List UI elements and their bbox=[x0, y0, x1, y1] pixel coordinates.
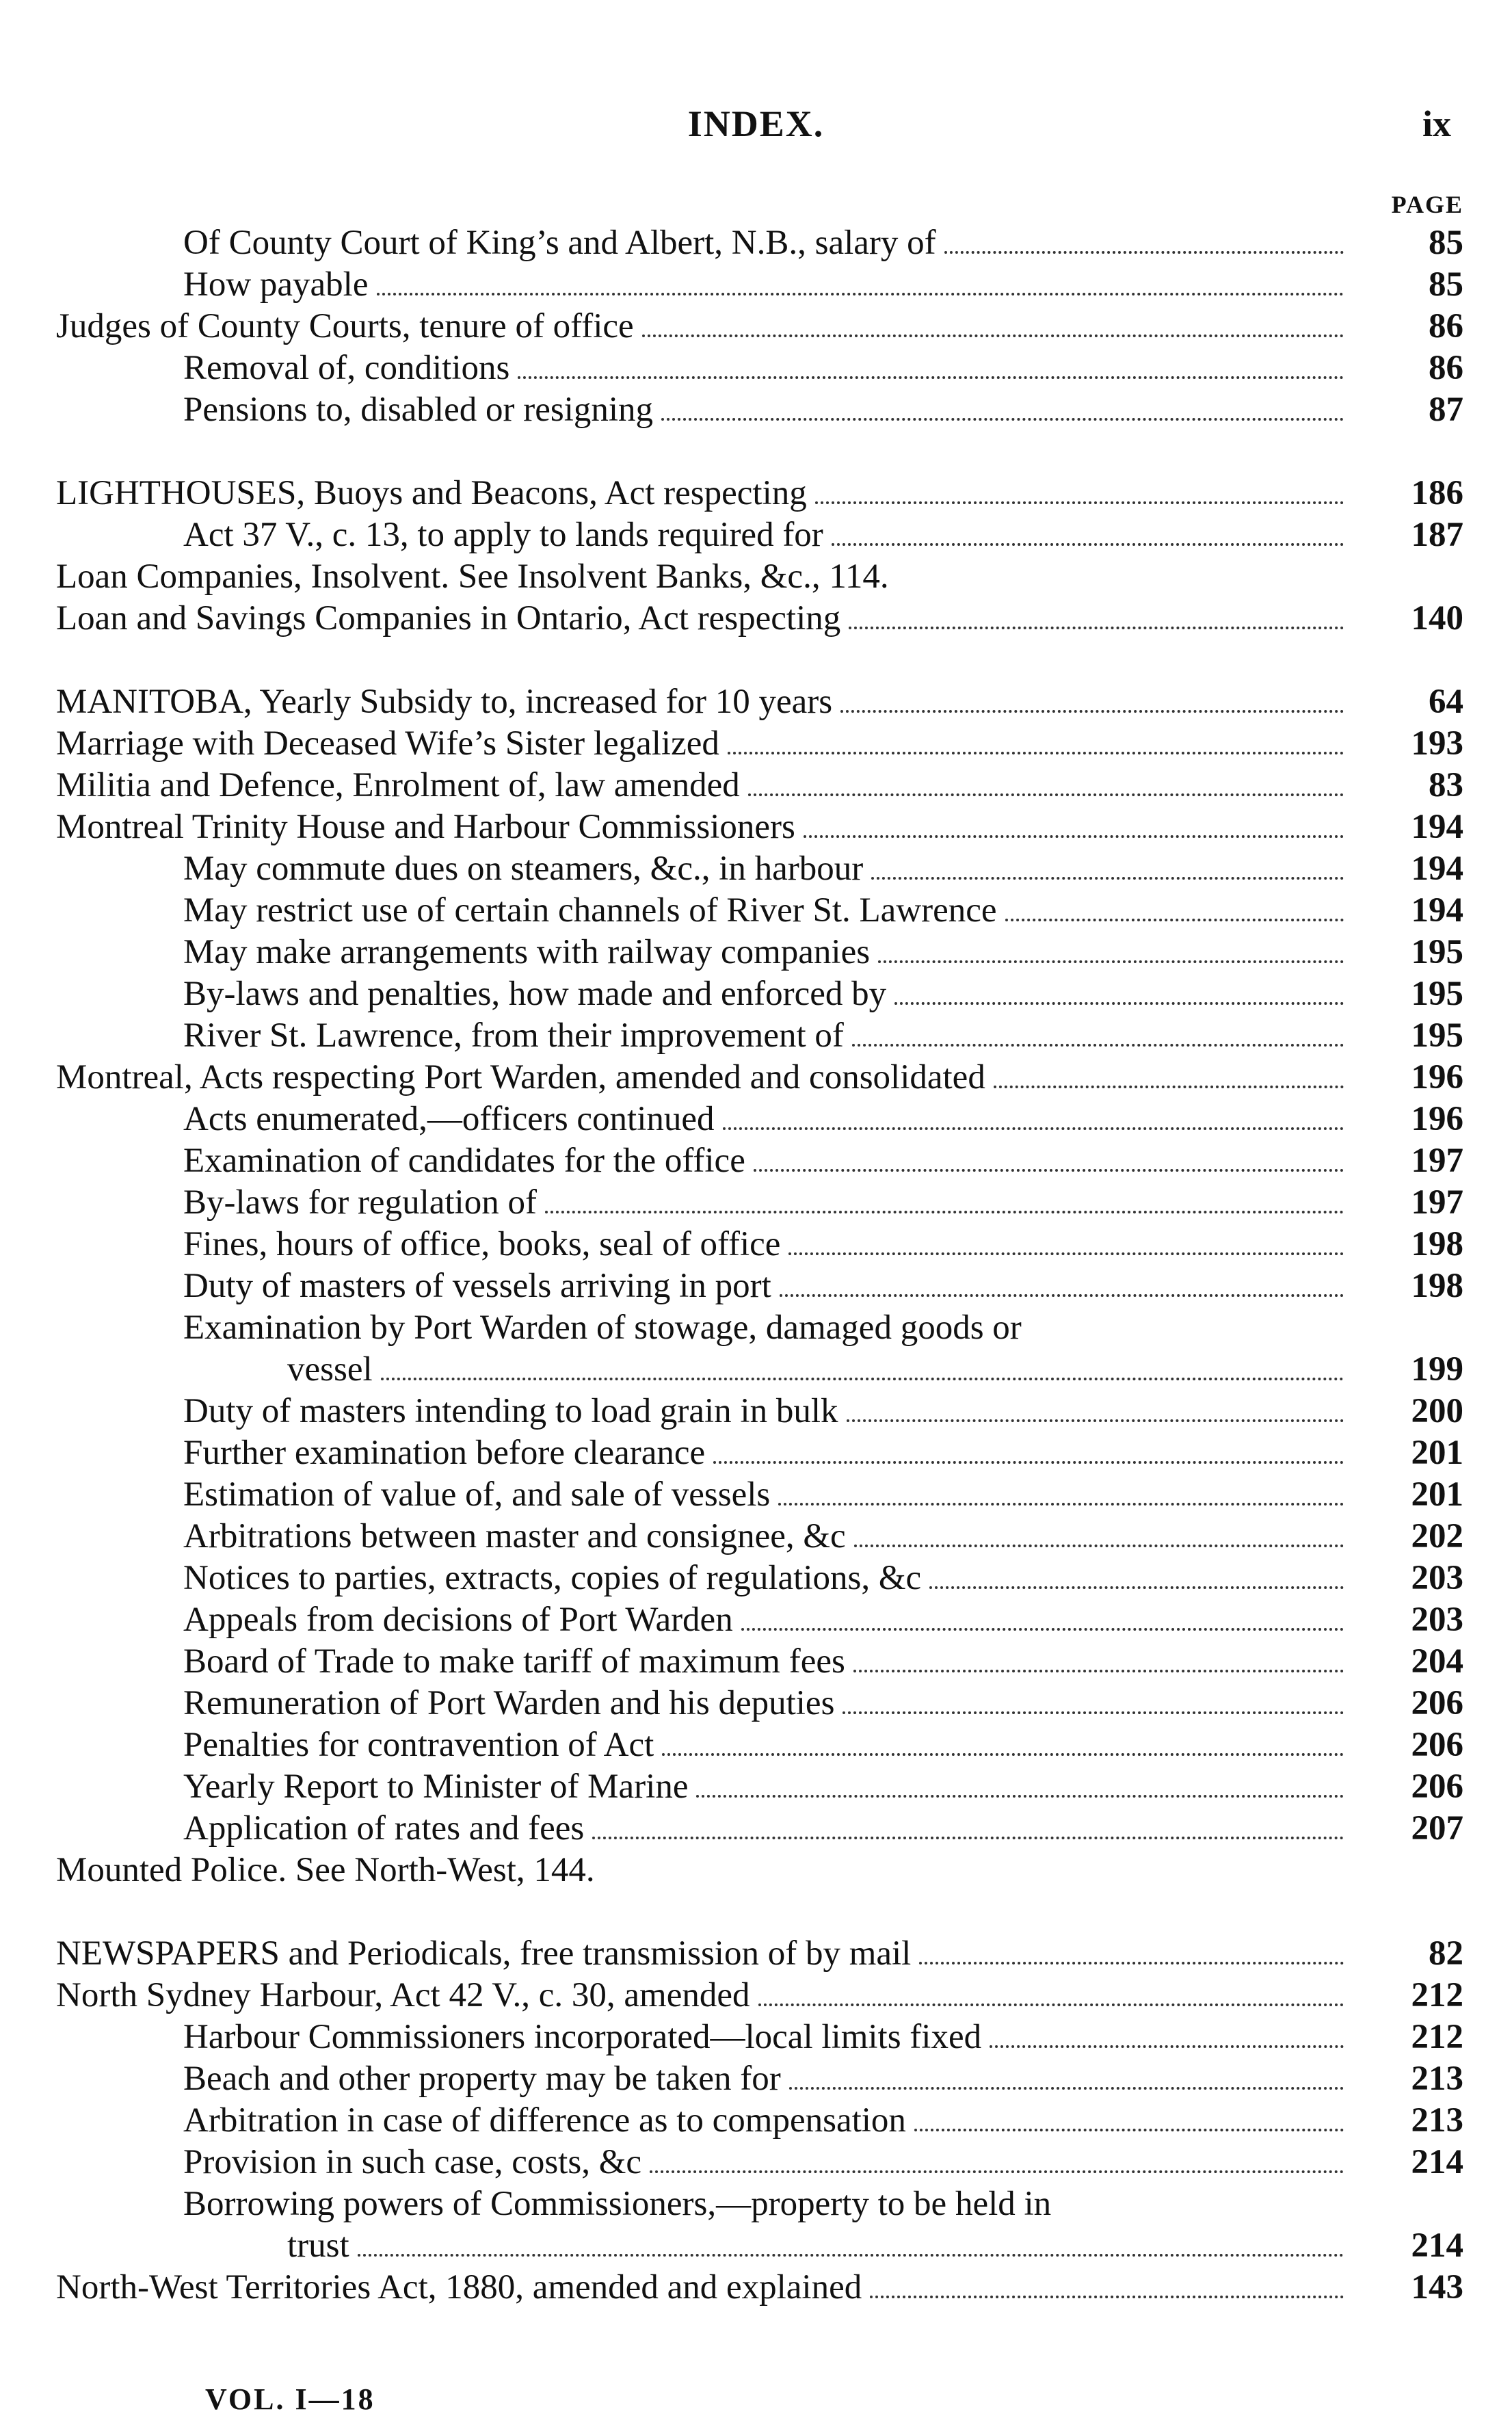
index-entry bbox=[0, 2097, 1512, 2138]
entry-line bbox=[56, 807, 1351, 847]
dot-leader bbox=[878, 960, 1344, 963]
index-entry bbox=[0, 386, 1512, 428]
entry-page-number: 193 bbox=[1411, 724, 1463, 763]
entry-text: Appeals from decisions of Port Warden bbox=[183, 1601, 733, 1639]
entry-text: North Sydney Harbour, Act 42 V., c. 30, amended bbox=[56, 1976, 750, 2014]
index-entry bbox=[0, 2055, 1512, 2097]
entry-line bbox=[183, 1767, 1351, 1806]
index-entry bbox=[0, 678, 1512, 720]
entry-page-number: 203 bbox=[1411, 1601, 1463, 1639]
entry-text: River St. Lawrence, from their improvement of bbox=[183, 1016, 844, 1055]
entry-page-number: 200 bbox=[1411, 1392, 1463, 1430]
entry-line bbox=[56, 1057, 1351, 1097]
entry-page-number: 206 bbox=[1411, 1726, 1463, 1764]
entry-line bbox=[183, 891, 1351, 930]
dot-leader bbox=[741, 1628, 1344, 1631]
entry-page-number: 197 bbox=[1411, 1183, 1463, 1222]
entry-text: Militia and Defence, Enrolment of, law amended bbox=[56, 766, 740, 804]
entry-text: trust bbox=[287, 2226, 349, 2265]
entry-text: May make arrangements with railway companies bbox=[183, 933, 871, 971]
index-entry bbox=[0, 1387, 1512, 1429]
entry-text: Montreal Trinity House and Harbour Commissioners bbox=[56, 808, 795, 846]
entry-page-number: 86 bbox=[1429, 307, 1463, 345]
dot-leader bbox=[929, 1586, 1344, 1589]
entry-text: MANITOBA, Yearly Subsidy to, increased for 10 years bbox=[56, 683, 833, 721]
dot-leader bbox=[754, 1169, 1344, 1172]
entry-line bbox=[183, 849, 1351, 889]
index-entry bbox=[0, 594, 1512, 636]
index-entries bbox=[0, 219, 1512, 2305]
entry-line bbox=[183, 515, 1351, 555]
dot-leader bbox=[748, 793, 1344, 796]
dot-leader bbox=[840, 710, 1344, 713]
dot-leader bbox=[778, 1503, 1344, 1506]
entry-page-number: 212 bbox=[1411, 1976, 1463, 2014]
entry-page-number: 186 bbox=[1411, 474, 1463, 512]
dot-leader bbox=[843, 1711, 1344, 1714]
entry-line bbox=[56, 682, 1351, 722]
entry-page-number: 206 bbox=[1411, 1768, 1463, 1806]
entry-line bbox=[56, 765, 1351, 805]
index-entry bbox=[0, 886, 1512, 928]
entry-page-number: 198 bbox=[1411, 1267, 1463, 1305]
entry-page-number: 195 bbox=[1411, 1016, 1463, 1055]
entry-text: Loan Companies, Insolvent. See Insolvent Banks, &c., 114. bbox=[56, 557, 889, 596]
entry-text: Penalties for contravention of Act bbox=[183, 1726, 654, 1764]
entry-page-number: 143 bbox=[1411, 2268, 1463, 2307]
entry-line bbox=[183, 1809, 1351, 1848]
entry-text: Montreal, Acts respecting Port Warden, amended and consolidated bbox=[56, 1058, 985, 1096]
dot-leader bbox=[545, 1211, 1344, 1213]
page-number: ix bbox=[1422, 103, 1452, 144]
index-entry bbox=[0, 720, 1512, 761]
entry-page-number: 197 bbox=[1411, 1142, 1463, 1180]
entry-text: Board of Trade to make tariff of maximum fees bbox=[183, 1642, 845, 1681]
index-entry bbox=[0, 803, 1512, 845]
entry-page-number: 201 bbox=[1411, 1434, 1463, 1472]
dot-leader bbox=[758, 2003, 1344, 2006]
index-entry bbox=[0, 261, 1512, 302]
entry-text: Removal of, conditions bbox=[183, 349, 510, 387]
entry-page-number: 195 bbox=[1411, 933, 1463, 971]
entry-page-number: 194 bbox=[1411, 850, 1463, 888]
entry-line bbox=[183, 1433, 1351, 1473]
index-entry bbox=[0, 1053, 1512, 1095]
entry-line bbox=[183, 974, 1351, 1014]
entry-line bbox=[183, 265, 1351, 304]
entry-page-number: 85 bbox=[1429, 265, 1463, 304]
entry-line bbox=[183, 1391, 1351, 1431]
entry-line bbox=[183, 223, 1351, 263]
index-entry bbox=[0, 970, 1512, 1012]
entry-text: Notices to parties, extracts, copies of regulations, &c bbox=[183, 1559, 922, 1597]
entry-line bbox=[56, 473, 1351, 513]
dot-leader bbox=[914, 2129, 1344, 2131]
dot-leader bbox=[853, 1670, 1344, 1672]
entry-line bbox=[183, 1099, 1351, 1139]
entry-page-number: 214 bbox=[1411, 2143, 1463, 2181]
dot-leader bbox=[696, 1795, 1344, 1798]
entry-page-number: 140 bbox=[1411, 599, 1463, 638]
dot-leader bbox=[713, 1461, 1344, 1464]
entry-text: Yearly Report to Minister of Marine bbox=[183, 1768, 689, 1806]
dot-leader bbox=[592, 1837, 1344, 1839]
entry-line bbox=[183, 1558, 1351, 1598]
entry-text: Estimation of value of, and sale of vessels bbox=[183, 1475, 771, 1514]
index-entry bbox=[0, 219, 1512, 261]
entry-text: Duty of masters intending to load grain in bulk bbox=[183, 1392, 838, 1430]
entry-page-number: 195 bbox=[1411, 975, 1463, 1013]
entry-line bbox=[183, 1600, 1351, 1640]
entry-line bbox=[183, 2101, 1351, 2140]
entry-text: Borrowing powers of Commissioners,—property to be held in bbox=[183, 2185, 1052, 2223]
entry-page-number: 196 bbox=[1411, 1100, 1463, 1138]
dot-leader bbox=[852, 1044, 1344, 1047]
index-entry bbox=[0, 2180, 1512, 2222]
index-entry bbox=[0, 1137, 1512, 1179]
entry-page-number: 202 bbox=[1411, 1517, 1463, 1555]
index-entry bbox=[0, 1846, 1512, 1888]
dot-leader bbox=[919, 1962, 1344, 1964]
entry-line bbox=[183, 1224, 1351, 1264]
dot-leader bbox=[994, 1086, 1344, 1088]
index-entry bbox=[0, 1971, 1512, 2013]
entry-line bbox=[56, 1934, 1351, 1973]
entry-line bbox=[183, 1266, 1351, 1306]
entry-line bbox=[56, 599, 1351, 638]
index-entry bbox=[0, 928, 1512, 970]
entry-line bbox=[287, 2226, 1351, 2265]
entry-page-number: 187 bbox=[1411, 516, 1463, 554]
entry-page-number: 194 bbox=[1411, 808, 1463, 846]
entry-line bbox=[56, 557, 1351, 596]
entry-text: Marriage with Deceased Wife’s Sister legalized bbox=[56, 724, 719, 763]
index-entry bbox=[0, 511, 1512, 553]
entry-line bbox=[183, 390, 1351, 430]
entry-text: Arbitration in case of difference as to compensation bbox=[183, 2101, 906, 2140]
entry-page-number: 201 bbox=[1411, 1475, 1463, 1514]
entry-text: How payable bbox=[183, 265, 369, 304]
entry-text: Of County Court of King’s and Albert, N.B., salary of bbox=[183, 224, 936, 262]
index-entry bbox=[0, 1554, 1512, 1596]
index-entry bbox=[0, 1763, 1512, 1804]
entry-line bbox=[287, 1350, 1351, 1389]
entry-page-number: 198 bbox=[1411, 1225, 1463, 1263]
entry-line bbox=[56, 2268, 1351, 2307]
index-entry bbox=[0, 1638, 1512, 1679]
index-entry bbox=[0, 1095, 1512, 1137]
entry-line bbox=[183, 1725, 1351, 1765]
index-entry bbox=[0, 1345, 1512, 1387]
entry-text: Arbitrations between master and consignee, &c bbox=[183, 1517, 846, 1555]
entry-text: Remuneration of Port Warden and his deputies bbox=[183, 1684, 835, 1722]
index-entry bbox=[0, 1804, 1512, 1846]
entry-page-number: 85 bbox=[1429, 224, 1463, 262]
dot-leader bbox=[815, 501, 1344, 504]
index-entry bbox=[0, 1304, 1512, 1345]
dot-leader bbox=[650, 2170, 1344, 2173]
entry-page-number: 64 bbox=[1429, 683, 1463, 721]
index-entry bbox=[0, 1679, 1512, 1721]
dot-leader bbox=[789, 2087, 1344, 2090]
entry-text: Beach and other property may be taken for bbox=[183, 2060, 781, 2098]
entry-line bbox=[56, 724, 1351, 763]
dot-leader bbox=[358, 2254, 1344, 2257]
entry-page-number: 213 bbox=[1411, 2060, 1463, 2098]
volume-signature: VOL. I—18 bbox=[205, 2382, 375, 2416]
dot-leader bbox=[849, 627, 1344, 629]
entry-text: NEWSPAPERS and Periodicals, free transmission of by mail bbox=[56, 1934, 912, 1973]
dot-leader bbox=[788, 1252, 1344, 1255]
dot-leader bbox=[871, 877, 1344, 880]
entry-line bbox=[183, 1016, 1351, 1055]
entry-text: Harbour Commissioners incorporated—local limits fixed bbox=[183, 2018, 982, 2056]
entry-text: Provision in such case, costs, &c bbox=[183, 2143, 641, 2181]
entry-page-number: 214 bbox=[1411, 2226, 1463, 2265]
entry-text: Examination of candidates for the office bbox=[183, 1142, 745, 1180]
index-entry bbox=[0, 2138, 1512, 2180]
entry-text: Pensions to, disabled or resigning bbox=[183, 391, 654, 429]
dot-leader bbox=[381, 1378, 1344, 1380]
entry-line bbox=[183, 1475, 1351, 1514]
index-entry bbox=[0, 1471, 1512, 1512]
entry-line bbox=[56, 306, 1351, 346]
entry-text: North-West Territories Act, 1880, amended and explained bbox=[56, 2268, 862, 2307]
entry-page-number: 87 bbox=[1429, 391, 1463, 429]
entry-line bbox=[183, 2142, 1351, 2182]
entry-text: Duty of masters of vessels arriving in port bbox=[183, 1267, 771, 1305]
entry-text: Mounted Police. See North-West, 144. bbox=[56, 1851, 595, 1889]
entry-page-number: 199 bbox=[1411, 1350, 1463, 1389]
index-entry bbox=[0, 302, 1512, 344]
entry-text: May restrict use of certain channels of River St. Lawrence bbox=[183, 891, 997, 930]
index-entry bbox=[0, 1012, 1512, 1053]
dot-leader bbox=[728, 752, 1344, 754]
index-entry bbox=[0, 845, 1512, 886]
index-entry bbox=[0, 1930, 1512, 1971]
entry-text: Further examination before clearance bbox=[183, 1434, 706, 1472]
entry-line bbox=[183, 2184, 1351, 2224]
entry-line bbox=[183, 2017, 1351, 2057]
index-entry bbox=[0, 1512, 1512, 1554]
entry-page-number: 196 bbox=[1411, 1058, 1463, 1096]
entry-page-number: 213 bbox=[1411, 2101, 1463, 2140]
entry-text: vessel bbox=[287, 1350, 373, 1389]
dot-leader bbox=[832, 543, 1344, 546]
entry-line bbox=[183, 1683, 1351, 1723]
page-title: INDEX. bbox=[687, 103, 825, 144]
dot-leader bbox=[642, 334, 1344, 337]
index-entry bbox=[0, 1220, 1512, 1262]
entry-page-number: 204 bbox=[1411, 1642, 1463, 1681]
entry-text: By-laws for regulation of bbox=[183, 1183, 537, 1222]
entry-line bbox=[183, 1308, 1351, 1348]
entry-text: Loan and Savings Companies in Ontario, Act respecting bbox=[56, 599, 841, 638]
entry-page-number: 82 bbox=[1429, 1934, 1463, 1973]
entry-text: By-laws and penalties, how made and enforced by bbox=[183, 975, 887, 1013]
index-entry bbox=[0, 469, 1512, 511]
entry-line bbox=[183, 348, 1351, 388]
dot-leader bbox=[1005, 919, 1344, 921]
entry-text: Application of rates and fees bbox=[183, 1809, 585, 1848]
dot-leader bbox=[780, 1294, 1344, 1297]
entry-text: Fines, hours of office, books, seal of office bbox=[183, 1225, 781, 1263]
entry-line bbox=[183, 932, 1351, 972]
dot-leader bbox=[804, 835, 1344, 838]
page-column-label: PAGE bbox=[1391, 191, 1463, 218]
dot-leader bbox=[854, 1545, 1344, 1547]
entry-line bbox=[183, 1141, 1351, 1181]
entry-line bbox=[183, 2059, 1351, 2099]
dot-leader bbox=[944, 251, 1344, 254]
entry-text: Judges of County Courts, tenure of office bbox=[56, 307, 634, 345]
entry-text: Acts enumerated,—officers continued bbox=[183, 1100, 715, 1138]
index-entry bbox=[0, 761, 1512, 803]
index-entry bbox=[0, 2222, 1512, 2263]
entry-text: Act 37 V., c. 13, to apply to lands required for bbox=[183, 516, 823, 554]
entry-page-number: 203 bbox=[1411, 1559, 1463, 1597]
entry-line bbox=[183, 1516, 1351, 1556]
entry-line bbox=[183, 1642, 1351, 1681]
index-entry bbox=[0, 2013, 1512, 2055]
entry-page-number: 86 bbox=[1429, 349, 1463, 387]
dot-leader bbox=[661, 418, 1344, 421]
entry-line bbox=[183, 1183, 1351, 1222]
entry-text: May commute dues on steamers, &c., in harbour bbox=[183, 850, 864, 888]
index-entry bbox=[0, 1179, 1512, 1220]
entry-page-number: 206 bbox=[1411, 1684, 1463, 1722]
index-entry bbox=[0, 1262, 1512, 1304]
dot-leader bbox=[990, 2045, 1344, 2048]
entry-page-number: 194 bbox=[1411, 891, 1463, 930]
index-entry bbox=[0, 1596, 1512, 1638]
entry-line bbox=[56, 1850, 1351, 1890]
dot-leader bbox=[662, 1753, 1344, 1756]
entry-text: Examination by Port Warden of stowage, damaged goods or bbox=[183, 1309, 1022, 1347]
dot-leader bbox=[518, 376, 1344, 379]
entry-page-number: 207 bbox=[1411, 1809, 1463, 1848]
index-entry bbox=[0, 1429, 1512, 1471]
entry-line bbox=[56, 1975, 1351, 2015]
dot-leader bbox=[723, 1127, 1344, 1130]
index-entry bbox=[0, 2263, 1512, 2305]
index-entry bbox=[0, 344, 1512, 386]
dot-leader bbox=[377, 293, 1344, 295]
dot-leader bbox=[847, 1419, 1344, 1422]
index-entry bbox=[0, 553, 1512, 594]
entry-page-number: 212 bbox=[1411, 2018, 1463, 2056]
entry-text: LIGHTHOUSES, Buoys and Beacons, Act respecting bbox=[56, 474, 807, 512]
entry-page-number: 83 bbox=[1429, 766, 1463, 804]
index-entry bbox=[0, 1721, 1512, 1763]
dot-leader bbox=[894, 1002, 1344, 1005]
dot-leader bbox=[870, 2296, 1344, 2298]
